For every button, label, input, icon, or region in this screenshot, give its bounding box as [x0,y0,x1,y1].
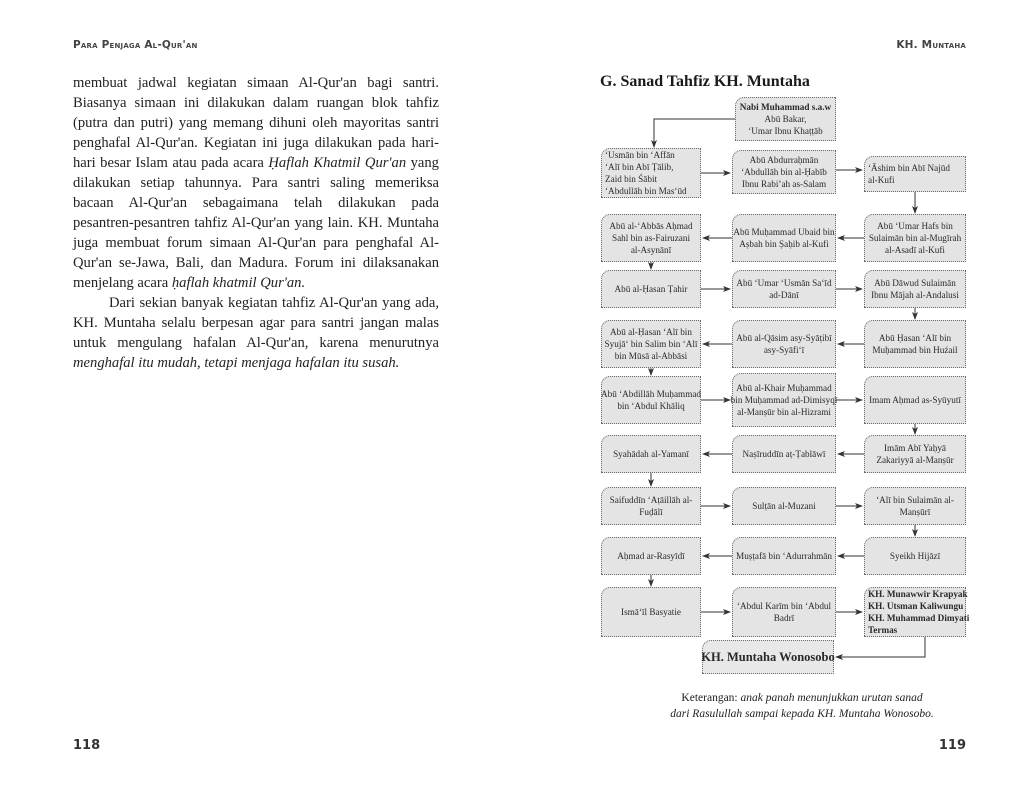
sanad-node [732,320,836,368]
sanad-node [732,214,836,262]
node-text [605,326,698,363]
sanad-node [601,435,701,473]
node-line: Abū al-Ḥasan Ṭahir [614,283,688,294]
node-line: Fuḍālī [639,507,663,517]
node-text [609,220,692,257]
text-run: membuat jadwal kegiatan simaan Al-Qur'an bagi santri. Biasanya simaan ini dilakukan dalam ruangan blok tahfiz (putra dan putri) yang memang dihuni oleh mayoritas santri penghafal Al-Qur'an. Kegiatan ini juga dilakukan pada hari-hari besar Islam atau pada acara [73,75,439,171]
sanad-node [864,487,966,525]
node-line: Naṣīruddīn aṭ-Ṭablāwī [742,448,826,459]
caption-text-line2: dari Rasulullah sampai kepada KH. Muntaha Wonosobo. [670,708,934,720]
node-line: ‘Alī bin Sulaimān al- [876,494,954,505]
sanad-node [601,537,701,575]
arrow-connector [654,119,735,147]
node-line: Saifuddīn ‘Aṭāillāh al- [609,494,693,505]
node-line: al-Asadī al-Kufi [885,245,945,256]
node-line: Ibnu Rabi’ah as-Salam [741,179,827,190]
sanad-node [601,270,701,308]
node-text [613,448,689,460]
node-line: Abū al-‘Abbās Aḥmad [609,220,693,231]
node-line: ‘Āshim bin Abī Najūd [868,162,950,173]
sanad-node [732,270,836,308]
diagram-caption [642,690,962,722]
node-line: Muṣṭafā bin ‘Adurrahmān [736,550,832,561]
node-line: Sulṭān al-Muzani [752,500,816,511]
node-line: al-Asynānī [630,245,672,256]
node-line: Syujā‘ bin Salim bin ‘Alī [604,338,698,349]
body-text [73,73,439,373]
node-line: Abū al-Ḥasan ‘Alī bin [610,326,692,337]
node-line: ‘Abdul Karīm bin ‘Abdul [736,600,832,611]
sanad-node [735,97,836,141]
paragraph [73,73,439,293]
node-text [733,226,834,250]
italic-phrase: ḥaflah khatmil Qur'an. [171,275,306,291]
node-line: KH. Utsman Kaliwungu [868,600,964,611]
sanad-node [732,435,836,473]
sanad-node [864,320,966,368]
node-line: Zaid bin Śābit [605,174,658,184]
sanad-node [732,487,836,525]
node-line: ‘Abdullāh bin al-Ḥabīb [741,166,827,177]
sanad-node [732,150,836,194]
sanad-node [864,537,966,575]
italic-phrase: menghafal itu mudah, tetapi menjaga hafalan itu susah. [73,355,400,371]
node-text [736,277,831,301]
node-text [752,500,816,512]
sanad-node [732,373,836,427]
node-line: Sulaimān bin al-Mugīrah [868,232,962,243]
sanad-node [732,537,836,575]
italic-phrase: Ḥaflah Khatmil Qur'an [268,155,407,171]
node-text [701,651,835,663]
node-line: asy-Syāfi‘ī [763,345,805,355]
sanad-node [601,487,701,525]
sanad-node [601,320,701,368]
node-text [610,494,693,518]
node-text [868,162,950,186]
node-text [868,588,969,637]
node-line: bin Muḥammad ad-Dimisyqī [730,394,838,405]
node-line: Aṣbah bin Ṣaḥib al-Kufi [739,239,829,249]
sanad-node [864,214,966,262]
node-line: Termas [868,625,898,636]
node-text [743,448,826,460]
right-running-head: KH. Muntaha [896,39,966,51]
sanad-node [601,376,701,424]
sanad-node [601,214,701,262]
node-line: Abū Ḥasan ‘Alī bin [878,332,952,343]
node-text [621,606,681,618]
node-line: Abū ‘Abdillāh Muḥammad [600,388,702,399]
node-text [869,220,961,257]
sanad-node [601,148,701,198]
node-line: Syeikh Hijāzī [889,550,941,561]
node-line: ‘Alī bin Abī Ṭālib, [605,161,674,172]
arrow-connector [836,637,925,657]
node-text [876,494,954,518]
node-text [871,277,959,301]
node-line: Manṣūrī [899,507,931,517]
node-text [736,550,832,562]
text-run: Dari sekian banyak kegiatan tahfiz Al-Qur'an yang ada, KH. Muntaha selalu berpesan agar para santri jangan malas untuk mengulang hafalan Al-Qur'an, karena menurutnya [73,295,439,351]
paragraph [73,293,439,373]
node-line: Badrī [773,613,795,623]
node-line: KH. Muhammad Dimyati [868,613,970,623]
node-line: KH. Muntaha Wonosobo [701,649,835,664]
sanad-node [601,587,701,637]
node-line: Abū al-Khair Muḥammad [736,382,832,393]
caption-label: Keterangan: [681,692,741,704]
text-run: yang dilakukan setiap tahunnya. Para santri saling memeriksa bacaan Al-Qur'an sebagaimana telah dilakukan pada pesantren-pesantren tahfiz Al-Qur'an yang lain. KH. Muntaha juga membuat forum simaan Al-Qur'an para penghafal Al-Qur'an se-Jawa, Bali, dan Madura. Forum ini dilaksanakan menjelang acara [73,155,439,291]
node-text [869,394,961,406]
node-line: ‘Usmān bin ‘Affān [605,149,675,160]
node-text [741,154,827,191]
node-line: Abū Muḥammad Ubaid bin [733,226,835,237]
node-line: Abū ‘Umar Hafs bin [877,220,953,231]
node-line: al-Kufi [868,175,895,185]
caption-text-line1: anak panah menunjukkan urutan sanad [740,692,923,704]
node-line: Abū al-Qāsim asy-Syāṭibī [736,332,832,343]
node-line: Aḥmad ar-Rasyīdī [617,550,685,561]
node-line: Ismā‘īl Basyatie [621,606,681,617]
node-line: Sahl bin as-Fairuzani [611,232,691,243]
node-line: Ibnu Mājah al-Andalusi [871,290,959,300]
sanad-node [864,376,966,424]
node-line: Imam Aḥmad as-Syūyutī [869,394,961,405]
node-line: bin ‘Abdul Khāliq [617,401,685,411]
sanad-node-final [702,640,834,674]
node-line: bin Mūsā al-Abbāsi [614,351,688,362]
node-line: KH. Munawwir Krapyak [868,588,968,599]
node-text [615,283,688,295]
left-running-head: Para Penjaga Al-Qur'an [73,39,198,51]
node-line: ‘Umar Ibnu Khaṭṭāb [748,126,823,137]
node-text [601,388,701,412]
sanad-node [732,587,836,637]
node-line: Abū Bakar, [764,113,807,124]
node-line: Nabi Muhammad s.a.w [739,101,832,112]
node-text [890,550,940,562]
sanad-diagram [512,0,1024,791]
node-line: Abū Dāwud Sulaimān [874,277,956,288]
node-text [617,550,684,562]
node-line: Imām Abī Yaḥyā [883,442,946,453]
right-page-number: 119 [938,738,966,753]
node-line: Abū ‘Umar ‘Usmān Sa‘īd [736,277,832,288]
left-page-number: 118 [73,738,101,753]
node-line: Muḥammad bin Huźail [872,345,958,355]
sanad-node [864,587,970,637]
node-text [736,332,831,356]
node-line: ‘Abdullāh bin Mas‘ūd [605,186,687,197]
node-text [876,442,953,466]
sanad-node [864,435,966,473]
right-page [512,0,1024,791]
node-text [731,382,838,419]
node-line: al-Manṣūr bin al-Hizrami [737,407,831,418]
node-text [872,332,957,356]
node-line: Abū Abdurraḥmān [749,154,819,165]
node-line: Syahādah al-Yamanī [613,448,689,459]
section-title: G. Sanad Tahfiz KH. Muntaha [600,73,810,90]
node-line: ad-Dānī [769,290,799,300]
node-line: Zakariyyā al-Manṣūr [876,455,954,465]
node-text [740,101,831,138]
node-text [737,600,831,624]
node-text [605,149,687,198]
sanad-node [864,156,966,192]
sanad-node [864,270,966,308]
